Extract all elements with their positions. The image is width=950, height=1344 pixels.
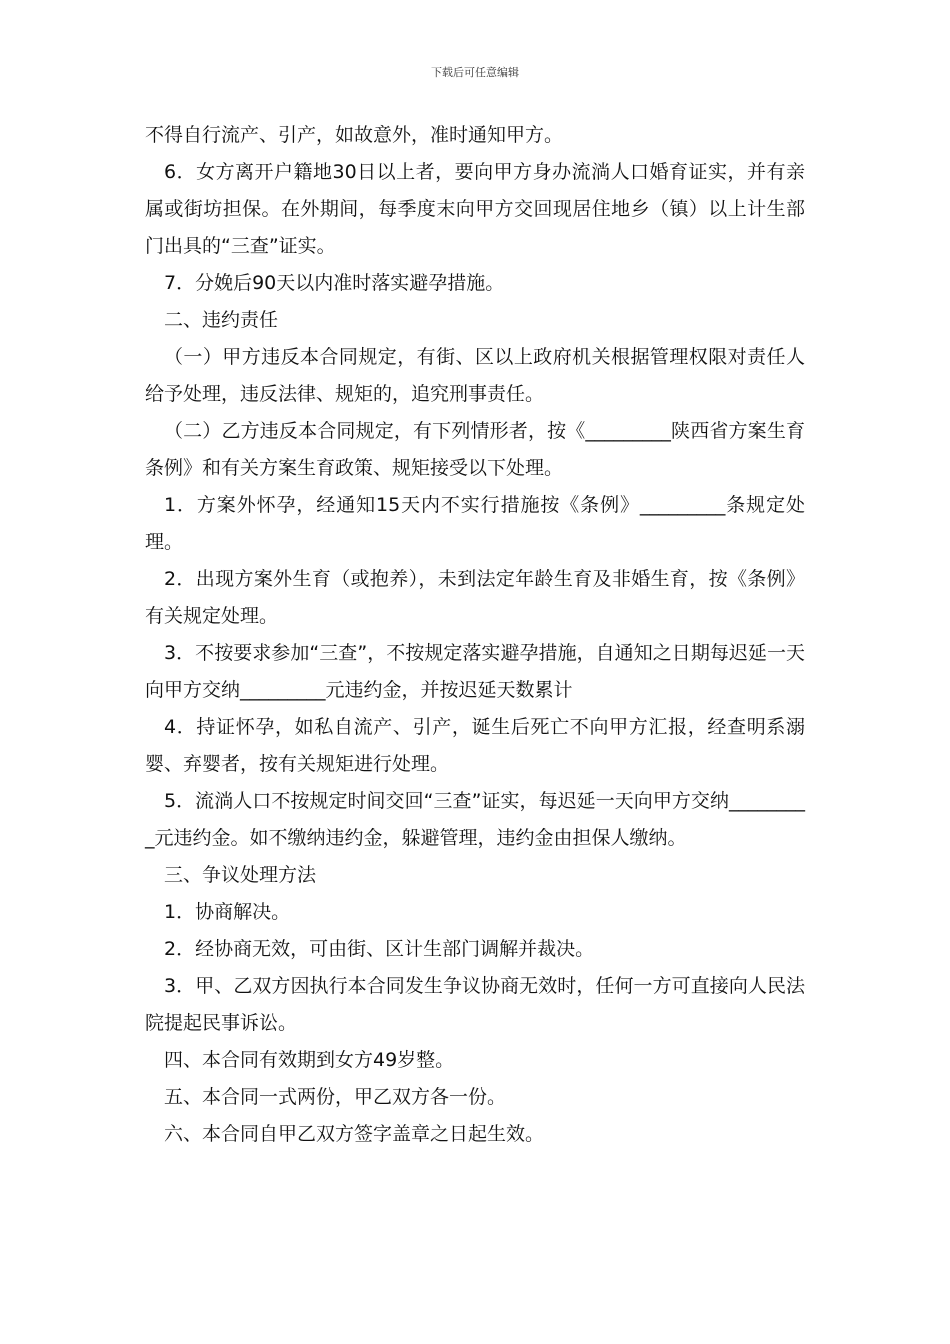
section-heading-copies: 五、本合同一式两份，甲乙双方各一份。: [164, 1086, 507, 1108]
section-heading-validity: 四、本合同有效期到女方49岁整。: [164, 1049, 455, 1071]
paragraph-13: 1．协商解决。: [164, 901, 291, 923]
document-body: [145, 117, 805, 1153]
section-heading-effective: 六、本合同自甲乙双方签字盖章之日起生效。: [164, 1123, 545, 1145]
paragraph-9: 3．不按要求参加“三查”，不按规定落实避孕措施，自通知之日期每迟延一天向甲方交纳_________元违约金，并按迟延天数累计: [145, 642, 805, 701]
section-heading-breach: 二、违约责任: [164, 309, 279, 331]
paragraph-8: 2．出现方案外生育（或抱养），未到法定年龄生育及非婚生育，按《条例》有关规定处理。: [145, 568, 805, 627]
section-heading-dispute: 三、争议处理方法: [164, 864, 317, 886]
paragraph-14: 2．经协商无效，可由街、区计生部门调解并裁决。: [164, 938, 595, 960]
paragraph-7: 1．方案外怀孕，经通知15天内不实行措施按《条例》_________条规定处理。: [145, 494, 805, 553]
page-header: 下载后可任意编辑: [431, 66, 519, 79]
paragraph-6: （二）乙方违反本合同规定，有下列情形者，按《_________陕西省方案生育条例》和有关方案生育政策、规矩接受以下处理。: [145, 420, 805, 479]
paragraph-2: 6．女方离开户籍地30日以上者，要向甲方身办流淌人口婚育证实，并有亲属或街坊担保。在外期间，每季度末向甲方交回现居住地乡（镇）以上计生部门出具的“三查”证实。: [145, 161, 805, 257]
paragraph-5: （一）甲方违反本合同规定，有街、区以上政府机关根据管理权限对责任人给予处理，违反法律、规矩的，追究刑事责任。: [145, 346, 805, 405]
paragraph-11: 5．流淌人口不按规定时间交回“三查”证实，每迟延一天向甲方交纳_________元违约金。如不缴纳违约金，躲避管理，违约金由担保人缴纳。: [145, 790, 805, 849]
paragraph-10: 4．持证怀孕，如私自流产、引产，诞生后死亡不向甲方汇报，经查明系溺婴、弃婴者，按有关规矩进行处理。: [145, 716, 805, 775]
paragraph-3: 7．分娩后90天以内准时落实避孕措施。: [164, 272, 505, 294]
paragraph-1: 不得自行流产、引产，如故意外，准时通知甲方。: [145, 124, 564, 146]
paragraph-15: 3．甲、乙双方因执行本合同发生争议协商无效时，任何一方可直接向人民法院提起民事诉讼。: [145, 975, 805, 1034]
